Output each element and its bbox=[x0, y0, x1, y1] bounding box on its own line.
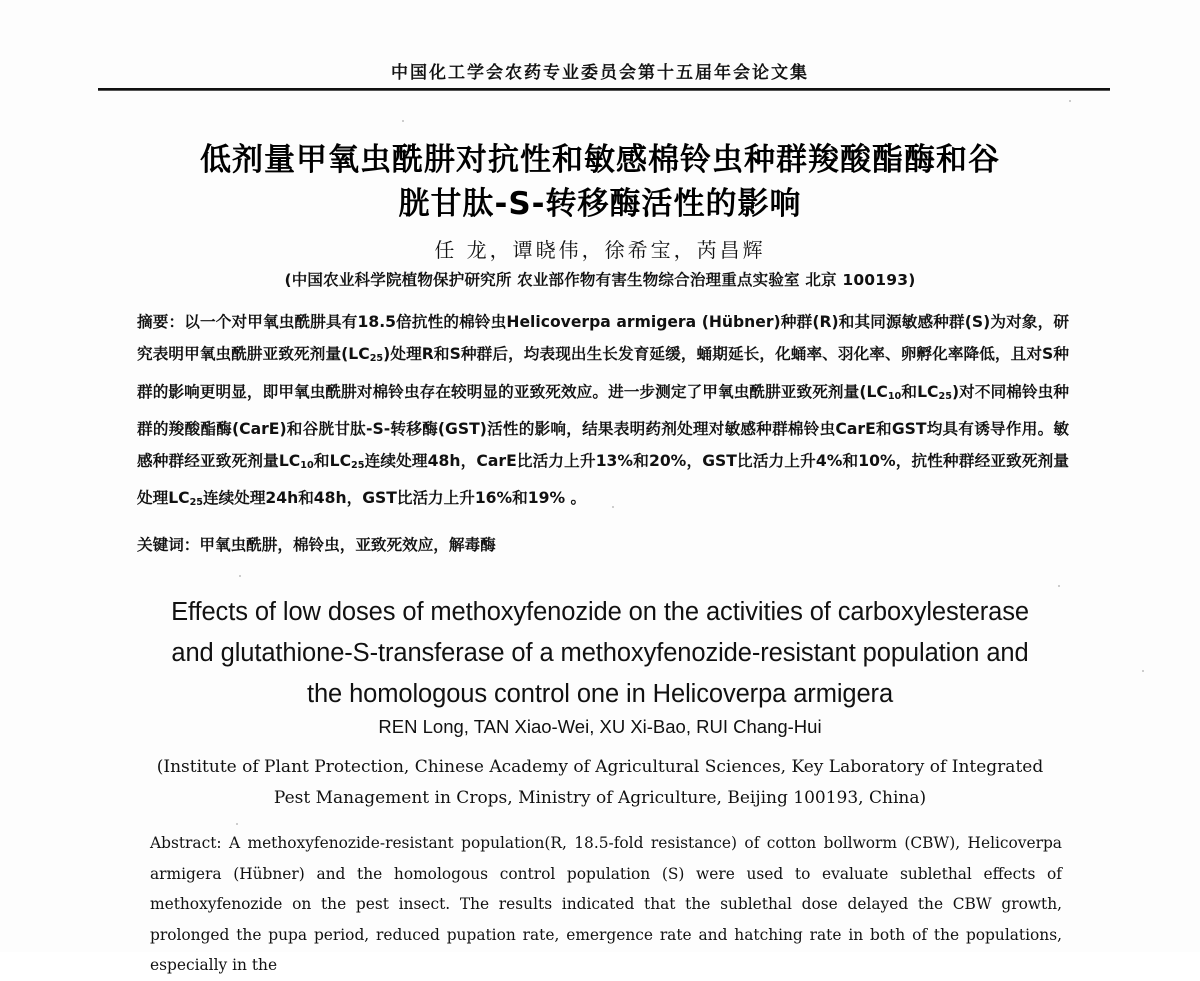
english-affiliation-line-1: (Institute of Plant Protection, Chinese Academy of Agricultural Sciences, Key Laboratory of Integrated bbox=[156, 757, 1044, 777]
chinese-abstract-sub-3: 25 bbox=[938, 390, 952, 402]
scan-speckle bbox=[239, 575, 241, 577]
chinese-title-line-2: 胱甘肽-S-转移酶活性的影响 bbox=[398, 186, 802, 222]
chinese-abstract-seg-2: )处理R和S种群后，均表现出生长发育延缓，蛹期延长，化蛹率、羽化率、卵孵化率降低，且对S种群的影响更明显，即甲氧虫酰肼对棉铃虫存在较明显的亚致死效应。进一步测定了甲氧虫酰肼亚致死剂量(LC bbox=[137, 345, 1069, 401]
chinese-author-list: 任 龙，谭晓伟，徐希宝，芮昌辉 bbox=[434, 238, 766, 262]
chinese-abstract-label: 摘要 bbox=[137, 313, 169, 331]
running-head: 中国化工学会农药专业委员会第十五届年会论文集 bbox=[391, 63, 809, 83]
english-title-line-2: and glutathione-S-transferase of a methoxyfenozide-resistant population and bbox=[171, 639, 1029, 667]
english-abstract-body: A methoxyfenozide-resistant population(R, 18.5-fold resistance) of cotton bollworm (CBW), Helicoverpa armigera (Hübner) and the homologous control population (S) were used to evaluate sublethal effects of methoxyfenozide on the pest insect. The results indicated that the sublethal dose delayed the CBW growth, prolonged the pupa period, reduced pupation rate, emergence rate and hatching rate in both of the populations, especially in the bbox=[150, 834, 1062, 974]
chinese-abstract bbox=[137, 306, 1069, 520]
english-abstract bbox=[150, 828, 1062, 981]
chinese-keywords-label: 关键词 bbox=[137, 536, 184, 554]
header-rule-divider bbox=[98, 88, 1110, 91]
english-abstract-paragraph bbox=[150, 828, 1062, 981]
scan-speckle bbox=[1142, 670, 1144, 672]
chinese-abstract-sub-6: 25 bbox=[189, 497, 204, 509]
scan-speckle bbox=[612, 506, 614, 508]
english-title bbox=[95, 592, 1105, 715]
english-title-line-1: Effects of low doses of methoxyfenozide on the activities of carboxylesterase bbox=[171, 598, 1029, 626]
chinese-abstract-sub-2: 10 bbox=[887, 390, 902, 402]
chinese-abstract-sub-5: 25 bbox=[351, 460, 365, 472]
english-abstract-label: Abstract: bbox=[150, 834, 222, 852]
chinese-abstract-sub-4: 10 bbox=[300, 460, 314, 472]
english-affiliation bbox=[130, 752, 1070, 814]
chinese-abstract-seg-7: 连续处理24h和48h，GST比活力上升16%和19% 。 bbox=[203, 489, 587, 508]
scan-speckle bbox=[1058, 585, 1060, 587]
english-author-list: REN Long, TAN Xiao-Wei, XU Xi-Bao, RUI Chang-Hui bbox=[378, 716, 822, 737]
chinese-abstract-paragraph bbox=[137, 306, 1069, 520]
chinese-abstract-seg-6: 连续处理48h，CarE比活力上升13%和20%，GST比活力上升4%和10%，抗性种群经亚致死剂量处理LC bbox=[137, 452, 1069, 508]
chinese-keywords bbox=[137, 530, 1069, 560]
scan-speckle bbox=[1069, 100, 1071, 102]
scan-speckle bbox=[402, 120, 404, 122]
scan-speckle bbox=[236, 823, 238, 825]
chinese-abstract-seg-1: ：以一个对甲氧虫酰肼具有18.5倍抗性的棉铃虫Helicoverpa armigera (Hübner)种群(R)和其同源敏感种群(S)为对象，研究表明甲氧虫酰肼亚致死剂量(LC bbox=[137, 313, 1069, 364]
chinese-keywords-value: ：甲氧虫酰肼，棉铃虫，亚致死效应，解毒酶 bbox=[183, 536, 496, 554]
chinese-abstract-seg-5: 和LC bbox=[313, 452, 352, 471]
chinese-abstract-seg-3: 和LC bbox=[901, 382, 939, 401]
chinese-title bbox=[90, 138, 1110, 226]
english-affiliation-line-2: Pest Management in Crops, Ministry of Agriculture, Beijing 100193, China) bbox=[273, 788, 927, 808]
chinese-abstract-sub-1: 25 bbox=[369, 353, 384, 365]
chinese-abstract-seg-4: )对不同棉铃虫种群的羧酸酯酶(CarE)和谷胱甘肽-S-转移酶(GST)活性的影响，结果表明药剂处理对敏感种群棉铃虫CarE和GST均具有诱导作用。敏感种群经亚致死剂量LC bbox=[137, 382, 1069, 471]
chinese-affiliation: (中国农业科学院植物保护研究所 农业部作物有害生物综合治理重点实验室 北京 100193) bbox=[284, 271, 916, 289]
english-title-line-3: the homologous control one in Helicoverpa armigera bbox=[306, 680, 894, 708]
chinese-title-line-1: 低剂量甲氧虫酰肼对抗性和敏感棉铃虫种群羧酸酯酶和谷 bbox=[200, 142, 1000, 178]
